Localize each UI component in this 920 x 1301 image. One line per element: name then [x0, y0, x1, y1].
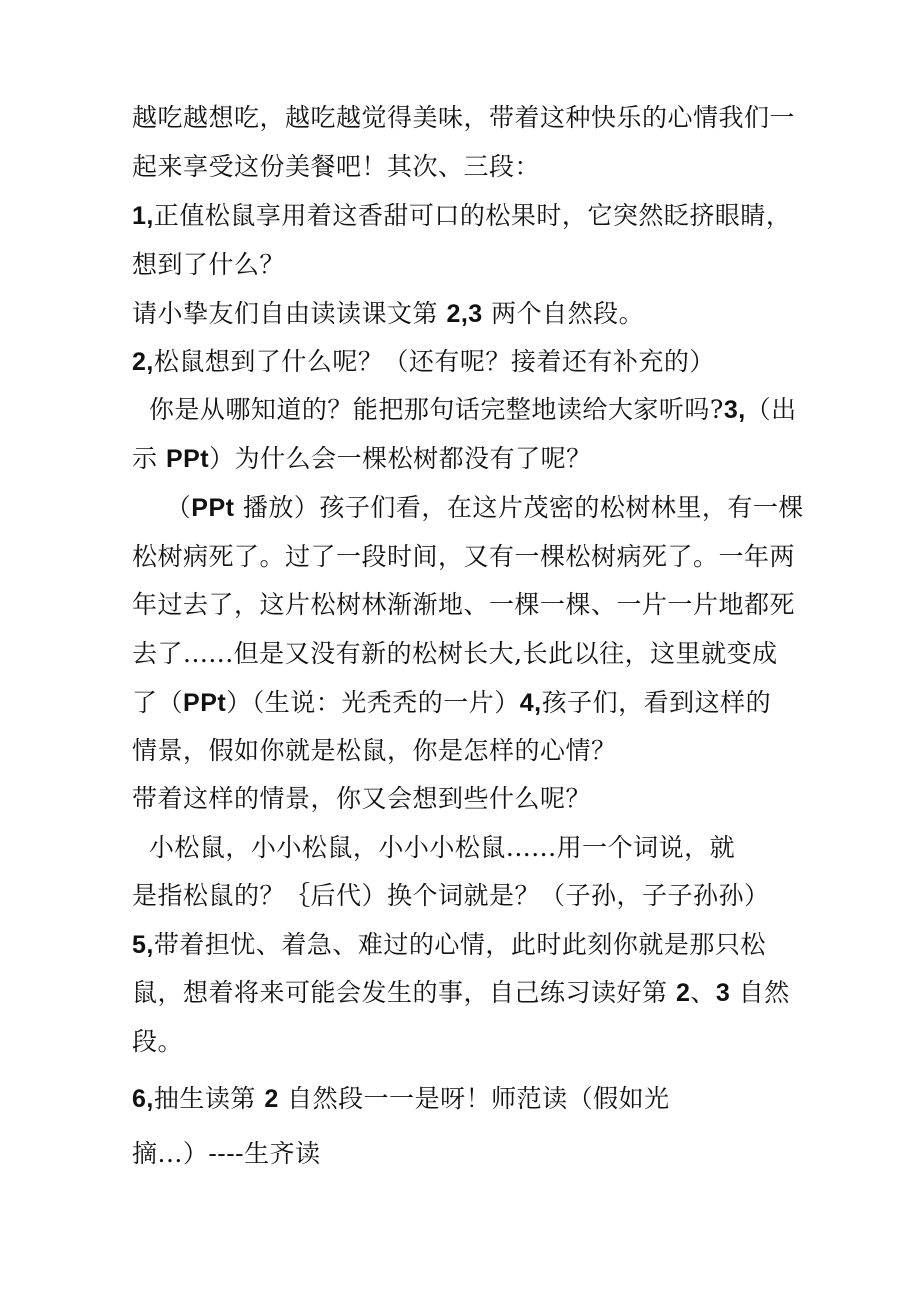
text-line: [132, 638, 778, 670]
text-line: [132, 880, 770, 912]
bold-segment: 3,: [723, 396, 746, 424]
text-segment: 自然: [730, 978, 790, 1007]
text-line: [132, 102, 795, 134]
text-segment: ）（生说：光秃秃的一片）: [226, 688, 520, 717]
text-segment: 鼠，想着将来可能会发生的事，自己练习读好第: [132, 978, 676, 1007]
text-line: [132, 1026, 183, 1058]
text-segment: 抽生读第: [153, 1084, 265, 1113]
bold-segment: PPt: [183, 689, 227, 717]
text-segment: 你是从哪知道的？能把那句话完整地读给大家听吗?: [132, 395, 724, 424]
text-line: [132, 443, 592, 475]
text-segment: （出: [745, 395, 797, 424]
text-segment: 松鼠想到了什么呢？（还有呢？接着还有补充的）: [153, 347, 715, 376]
text-segment: 请小挚友们自由读读课文第: [132, 299, 447, 328]
text-line: [132, 492, 804, 524]
text-segment: 起来享受这份美餐吧！其次、三段：: [132, 152, 541, 181]
bold-segment: 6,: [132, 1085, 154, 1113]
text-line: [132, 249, 285, 281]
bold-segment: 2: [264, 1085, 279, 1113]
text-line: [132, 832, 735, 864]
text-line: [132, 346, 715, 378]
text-segment: 小松鼠，小小松鼠，小小小松鼠......用一个词说，就: [132, 833, 736, 862]
text-segment: 想到了什么？: [132, 250, 286, 279]
bold-segment: 2,: [132, 348, 154, 376]
text-segment: 、: [690, 978, 716, 1007]
text-segment: 两个自然段。: [482, 299, 645, 328]
text-segment: 松树病死了。过了一段时间，又有一棵松树病死了。一年两: [132, 542, 796, 571]
bold-segment: 1,: [132, 202, 154, 230]
text-segment: 自然段一一是呀！师范读（假如光: [278, 1084, 670, 1113]
bold-segment: 3: [715, 979, 731, 1007]
text-line: [132, 1083, 670, 1115]
text-line: [132, 1138, 321, 1170]
text-segment: 越吃越想吃，越吃越觉得美味，带着这种快乐的心情我们一: [132, 103, 796, 132]
text-segment: 了（: [132, 688, 184, 717]
text-segment: 带着担忧、着急、难过的心情，此时此刻你就是那只松: [153, 930, 766, 959]
text-segment: ）为什么会一棵松树都没有了呢？: [209, 444, 592, 473]
text-segment: 年过去了，这片松树林渐渐地、一棵一棵、一片一片地都死: [132, 590, 796, 619]
bold-segment: 5,: [132, 931, 154, 959]
text-segment: 示: [132, 444, 166, 473]
text-line: [132, 394, 797, 426]
bold-segment: 2,3: [446, 300, 483, 328]
text-segment: 去了......但是又没有新的松树长大,长此以往，这里就变成: [132, 639, 778, 668]
bold-segment: PPt: [165, 445, 210, 473]
bold-segment: 2: [675, 979, 691, 1007]
text-line: [132, 929, 766, 961]
bold-segment: PPt: [191, 494, 235, 522]
text-line: [132, 200, 791, 232]
text-segment: 播放）孩子们看，在这片茂密的松树林里，有一棵: [234, 493, 804, 522]
text-line: [132, 687, 771, 719]
text-segment: 情景，假如你就是松鼠，你是怎样的心情？: [132, 736, 617, 765]
text-line: [132, 783, 591, 815]
text-segment: 孩子们，看到这样的: [541, 688, 772, 717]
text-line: [132, 735, 617, 767]
text-line: [132, 977, 790, 1009]
text-segment: 段。: [132, 1027, 184, 1056]
text-segment: 是指松鼠的？｛后代）换个词就是？（子孙，子子孙孙）: [132, 881, 770, 910]
text-segment: （: [132, 493, 192, 522]
text-line: [132, 541, 795, 573]
text-line: [132, 298, 644, 330]
text-segment: 正值松鼠享用着这香甜可口的松果时，它突然眨挤眼睛，: [153, 201, 792, 230]
text-line: [132, 589, 795, 621]
text-segment: 带着这样的情景，你又会想到些什么呢？: [132, 784, 592, 813]
text-line: [132, 151, 540, 183]
bold-segment: 4,: [519, 689, 542, 717]
text-segment: 摘...）----生齐读: [132, 1139, 321, 1168]
